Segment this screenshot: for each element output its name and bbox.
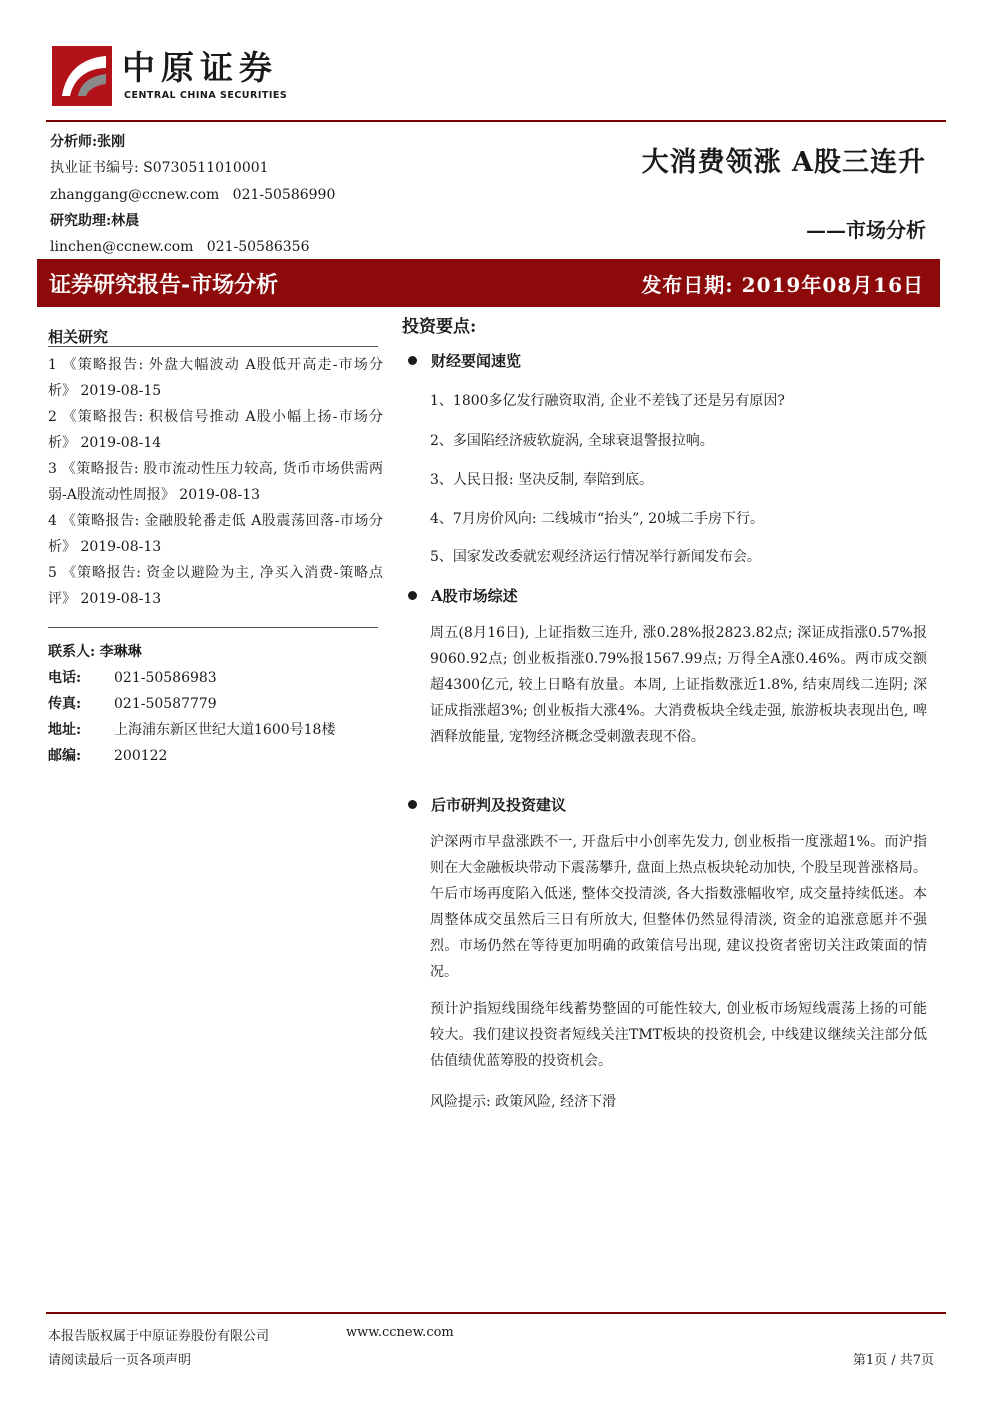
section-heading-outlook (408, 794, 566, 815)
related-research-heading: 相关研究 (48, 328, 109, 346)
section-heading-market (408, 585, 518, 606)
section-heading-text: 后市研判及投资建议 (431, 796, 567, 814)
related-item: 4 《策略报告: 金融股轮番走低 A股震荡回落-市场分析》 2019-08-13 (48, 513, 383, 555)
investment-highlights-title: 投资要点: (402, 317, 477, 337)
report-type: 证券研究报告-市场分析 (49, 272, 279, 298)
publish-date: 发布日期: 2019年08月16日 (641, 273, 924, 297)
risk-notice: 风险提示: 政策风险, 经济下滑 (430, 1094, 617, 1110)
fax-value: 021-50587779 (114, 696, 217, 712)
contact-person (48, 641, 142, 663)
report-title: 大消费领涨 A股三连升 (641, 147, 926, 178)
contact-address (48, 719, 335, 741)
phone-value: 021-50586983 (114, 670, 217, 686)
footer-copyright: 本报告版权属于中原证券股份有限公司 (48, 1329, 270, 1344)
footer-disclaimer: 请阅读最后一页各项声明 (48, 1353, 192, 1368)
section-heading-news (408, 350, 521, 371)
news-item: 5、国家发改委就宏观经济运行情况举行新闻发布会。 (430, 549, 761, 565)
forecast-paragraph: 预计沪指短线围绕年线蓄势整固的可能性较大, 创业板市场短线震荡上扬的可能较大。我们建议投资者短线关注TMT板块的投资机会, 中线建议继续关注部分低估值绩优蓝筹股的投资机会。 (430, 1001, 927, 1069)
footer-divider (46, 1312, 946, 1314)
news-item: 1、1800多亿发行融资取消, 企业不差钱了还是另有原因? (430, 393, 785, 409)
related-item: 5 《策略报告: 资金以避险为主, 净买入消费-策略点评》 2019-08-13 (48, 565, 383, 607)
analyst-contact: zhanggang@ccnew.com 021-50586990 (50, 187, 336, 203)
market-review-paragraph: 周五(8月16日), 上证指数三连升, 涨0.28%报2823.82点; 深证成指涨0.57%报9060.92点; 创业板指涨0.79%报1567.99点; 万得全A涨0.46%。两市成交额超4300亿元, 较上日略有放量。本周, 上证指数涨近1.8%, 结束周线二连阴; 深证成指涨超3%; 创业板指大涨4%。大消费板块全线走强, 旅游板块表现出色, 啤酒释放能量, 宠物经济概念受刺激表现不俗。 (430, 625, 927, 745)
address-value: 上海浦东新区世纪大道1600号18楼 (114, 722, 336, 738)
footer-website: www.ccnew.com (346, 1325, 454, 1340)
zip-value: 200122 (114, 748, 168, 764)
report-subtitle: ——市场分析 (806, 218, 926, 242)
assistant-contact: linchen@ccnew.com 021-50586356 (50, 239, 310, 255)
related-item: 2 《策略报告: 积极信号推动 A股小幅上扬-市场分析》 2019-08-14 (48, 409, 383, 451)
logo-english-name: CENTRAL CHINA SECURITIES (124, 90, 288, 101)
report-banner (37, 259, 940, 307)
fax-label: 传真: (48, 696, 82, 712)
related-research-divider (48, 346, 378, 347)
assistant-name: 林晨 (111, 213, 140, 229)
analyst-line (50, 132, 125, 152)
contact-zip (48, 745, 167, 767)
analyst-label: 分析师: (50, 134, 98, 150)
bullet-icon (408, 591, 417, 600)
news-item: 2、多国陷经济疲软旋涡, 全球衰退警报拉响。 (430, 433, 714, 449)
cert-number: S0730511010001 (143, 160, 269, 176)
contact-fax (48, 693, 217, 715)
contact-divider (48, 627, 378, 628)
section-heading-text: 财经要闻速览 (431, 352, 522, 370)
zip-label: 邮编: (48, 748, 82, 764)
related-item: 1 《策略报告: 外盘大幅波动 A股低开高走-市场分析》 2019-08-15 (48, 357, 383, 399)
contact-person-name: 李琳琳 (99, 644, 142, 660)
contact-person-label: 联系人: (48, 644, 96, 660)
news-item: 3、人民日报: 坚决反制, 奉陪到底。 (430, 472, 653, 488)
address-label: 地址: (48, 722, 82, 738)
page-number: 第1页 / 共7页 (852, 1353, 934, 1368)
logo-mark-icon (52, 46, 112, 106)
company-logo (52, 46, 312, 110)
phone-label: 电话: (48, 670, 82, 686)
section-heading-text: A股市场综述 (431, 587, 518, 605)
bullet-icon (408, 800, 417, 809)
cert-line (50, 158, 269, 178)
bullet-icon (408, 356, 417, 365)
related-item: 3 《策略报告: 股市流动性压力较高, 货币市场供需两弱-A股流动性周报》 2019-08-13 (48, 461, 383, 503)
outlook-paragraph: 沪深两市早盘涨跌不一, 开盘后中小创率先发力, 创业板指一度涨超1%。而沪指则在大金融板块带动下震荡攀升, 盘面上热点板块轮动加快, 个股呈现普涨格局。午后市场再度陷入低迷, 整体交投清淡, 各大指数涨幅收窄, 成交量持续低迷。本周整体成交虽然后三日有所放大, 但整体仍然显得清淡, 资金的追涨意愿并不强烈。市场仍然在等待更加明确的政策信号出现, 建议投资者密切关注政策面的情况。 (430, 834, 927, 980)
header-divider (46, 120, 946, 122)
assistant-line (50, 211, 139, 231)
logo-chinese-name: 中原证券 (122, 48, 278, 87)
contact-phone (48, 667, 217, 689)
cert-label: 执业证书编号: (50, 160, 139, 176)
analyst-name: 张刚 (97, 134, 126, 150)
assistant-label: 研究助理: (50, 213, 112, 229)
news-item: 4、7月房价风向: 二线城市“抬头”, 20城二手房下行。 (430, 511, 765, 527)
